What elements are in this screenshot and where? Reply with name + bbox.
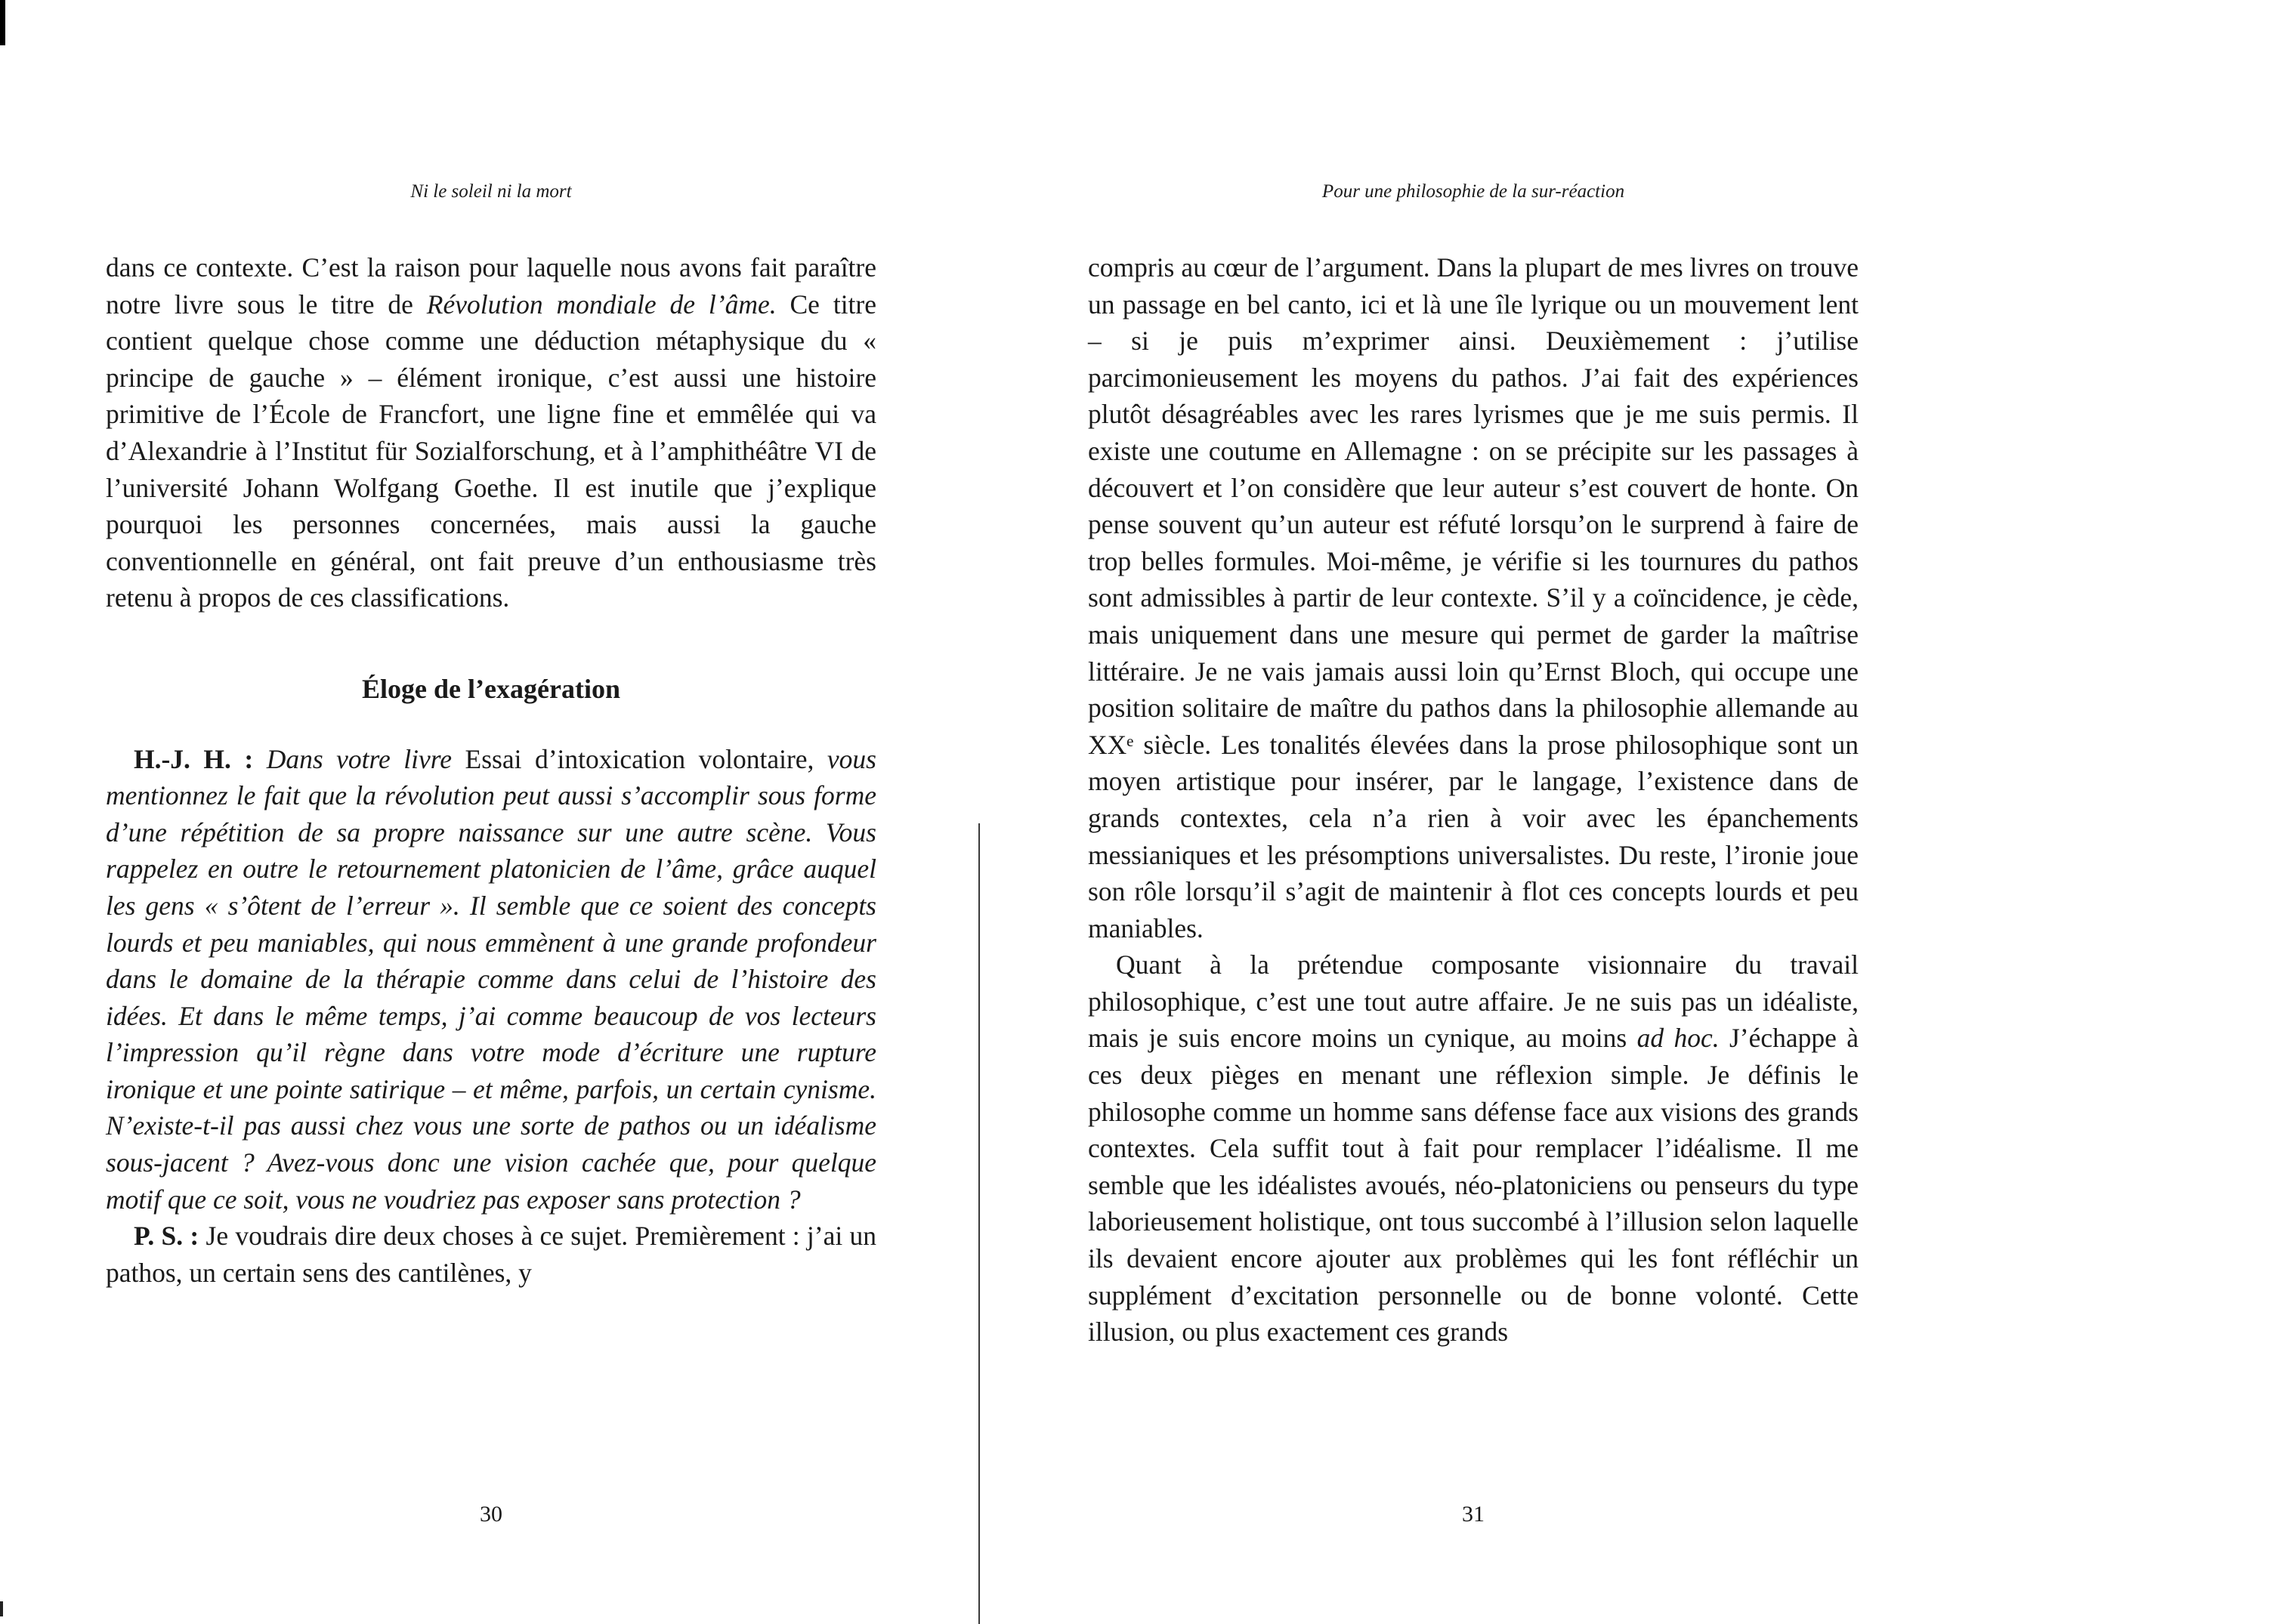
- left-body: [106, 249, 876, 1291]
- right-body: [1088, 249, 1859, 1351]
- page-number-left: 30: [480, 1502, 502, 1527]
- paragraph-2: Quant à la prétendue composante visionnaire du travail philosophique, c’est une tout autre affaire. Je ne suis pas un idéaliste, mais je suis encore moins un cynique, au moins ad hoc. J’échappe à ces deux pièges en menant une réflexion simple. Je définis le philosophe comme un homme sans défense face aux visions des grands contextes. Cela suffit tout à fait pour remplacer l’idéalisme. Il me semble que les idéalistes avoués, néo-platoniciens ou penseurs du type laborieusement holistique, ont tous succombé à l’illusion selon laquelle ils devaient encore ajouter aux problèmes qui les font réfléchir un supplément d’excitation personnelle ou de bonne volonté. Cette illusion, ou plus exactement ces grands: [1088, 949, 1859, 1348]
- answer-speaker: P. S. :: [134, 1221, 199, 1252]
- running-head-right: Pour une philosophie de la sur-réaction: [1321, 181, 1625, 202]
- century: XXᵉ: [1088, 729, 1134, 760]
- section-title: Éloge de l’exagération: [362, 673, 620, 704]
- interview-question: H.-J. H. : Dans votre livre Essai d’intoxication volontaire, vous mentionnez le fait que la révolution peut aussi s’accomplir sous forme d’une répétition de sa propre naissance sur une autre scène. Vous rappelez en outre le retournement platonicien de l’âme, grâce auquel les gens « s’ôtent de l’erreur ». Il semble que ce soient des concepts lourds et peu maniables, qui nous emmènent à une grande profondeur dans le domaine de la thérapie comme dans celui de l’histoire des idées. Et dans le même temps, j’ai comme beaucoup de vos lecteurs l’impression qu’il règne dans votre mode d’écriture une rupture ironique et une pointe satirique – et même, parfois, un certain cynisme. N’existe-t-il pas aussi chez vous une sorte de pathos ou un idéalisme sous-jacent ? Avez-vous donc une vision cachée que, pour quelque motif que ce soit, vous ne voudriez pas exposer sans protection ?: [106, 743, 876, 1215]
- page-number-right: 31: [1462, 1502, 1485, 1527]
- paragraph-1: compris au cœur de l’argument. Dans la plupart de mes livres on trouve un passage en bel canto, ici et là une île lyrique ou un mouvement lent – si je puis m’exprimer ainsi. Deuxièmement : j’utilise parcimonieusement les moyens du pathos. J’ai fait des expériences plutôt désagréables avec les rares lyrismes que je me suis permis. Il existe une coutume en Allemagne : on se précipite sur les passages à découvert et l’on considère que leur auteur s’est couvert de honte. On pense souvent qu’un auteur est réfuté lorsqu’on le surprend à faire de trop belles formules. Moi-même, je vérifie si les tournures du pathos sont admissibles à partir de leur contexte. S’il y a coïncidence, je cède, mais uniquement dans une mesure qui permet de garder la maîtrise littéraire. Je ne vais jamais aussi loin qu’Ernst Bloch, qui occupe une position solitaire de maître du pathos dans la philosophie allemande au XXᵉ siècle. Les tonalités élevées dans la prose philosophique sont un moyen artistique pour insérer, par le langage, l’existence dans de grands contextes, cela n’a rien à voir avec les épanchements messianiques et les présomptions universalistes. Du reste, l’ironie joue son rôle lorsqu’il s’agit de maintenir à flot ces concepts lourds et peu maniables.: [1088, 252, 1859, 943]
- question-speaker: H.-J. H. :: [134, 743, 254, 774]
- scan-edge-mark: [0, 0, 5, 45]
- book-title: Révolution mondiale de l’âme.: [426, 289, 777, 320]
- running-head-left: Ni le soleil ni la mort: [410, 181, 572, 202]
- book-gutter: [978, 823, 980, 1624]
- left-page: [106, 0, 876, 1624]
- scan-edge-mark-bottom: [0, 1601, 3, 1616]
- intro-paragraph: dans ce contexte. C’est la raison pour laquelle nous avons fait paraître notre livre sous le titre de Révolution mondiale de l’âme. Ce titre contient quelque chose comme une déduction métaphysique du « principe de gauche » – élément ironique, c’est aussi une histoire primitive de l’École de Francfort, une ligne fine et emmêlée qui va d’Alexandrie à l’Institut für Sozialforschung, et à l’amphithéâtre VI de l’université Johann Wolfgang Goethe. Il est inutile que j’explique pourquoi les personnes concernées, mais aussi la gauche conventionnelle en général, ont fait preuve d’un enthousiasme très retenu à propos de ces classifications.: [106, 252, 877, 613]
- interview-answer: P. S. : Je voudrais dire deux choses à ce sujet. Premièrement : j’ai un pathos, un certain sens des cantilènes, y: [106, 1221, 876, 1288]
- question-book-title: Essai d’intoxication volontaire,: [452, 743, 814, 774]
- right-page: [1088, 0, 1859, 1624]
